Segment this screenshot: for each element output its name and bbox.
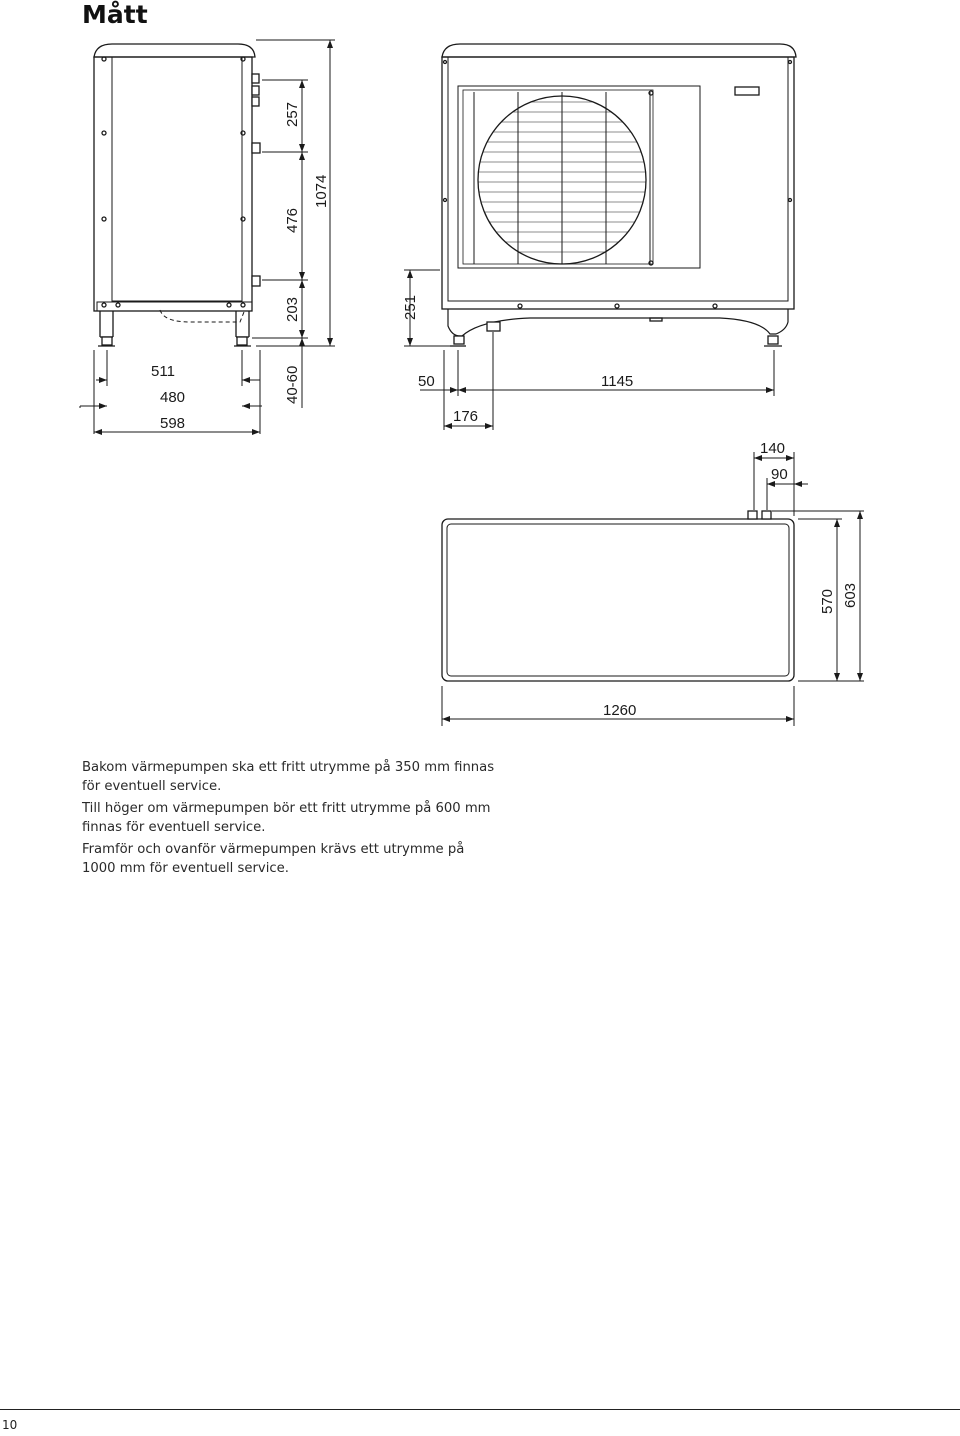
- dim-1074: 1074: [313, 174, 330, 208]
- side-view: [94, 44, 260, 346]
- dim-140: 140: [760, 440, 786, 457]
- dim-1145: 1145: [601, 373, 634, 390]
- note-right-clearance: Till höger om värmepumpen bör ett fritt utrymme på 600 mm finnas för eventuell service.: [82, 801, 491, 835]
- top-view-dimensions: [442, 452, 864, 726]
- page-title: Mått: [82, 0, 148, 29]
- page-number: 10: [2, 1418, 18, 1432]
- dim-570: 570: [819, 588, 836, 614]
- dim-40-60: 40-60: [284, 365, 301, 404]
- front-view-dimensions: [404, 270, 774, 430]
- dim-90: 90: [771, 466, 788, 483]
- dim-511: 511: [151, 363, 175, 380]
- footer-divider: [0, 1409, 960, 1410]
- dim-1260: 1260: [603, 702, 637, 719]
- service-notes: [82, 758, 502, 881]
- dim-176: 176: [453, 408, 479, 425]
- dim-251: 251: [402, 294, 419, 320]
- front-view: [442, 44, 796, 346]
- dim-598: 598: [160, 415, 186, 432]
- dim-203: 203: [284, 296, 301, 322]
- note-rear-clearance: Bakom värmepumpen ska ett fritt utrymme på 350 mm finnas för eventuell service.: [82, 760, 495, 794]
- dim-480: 480: [160, 389, 186, 406]
- dim-50: 50: [418, 373, 435, 390]
- note-front-top-clearance: Framför och ovanför värmepumpen krävs ett utrymme på 1000 mm för eventuell service.: [82, 842, 465, 876]
- dim-603: 603: [842, 582, 859, 608]
- top-view: [442, 511, 794, 681]
- dim-476: 476: [284, 207, 301, 233]
- dim-257: 257: [284, 101, 301, 127]
